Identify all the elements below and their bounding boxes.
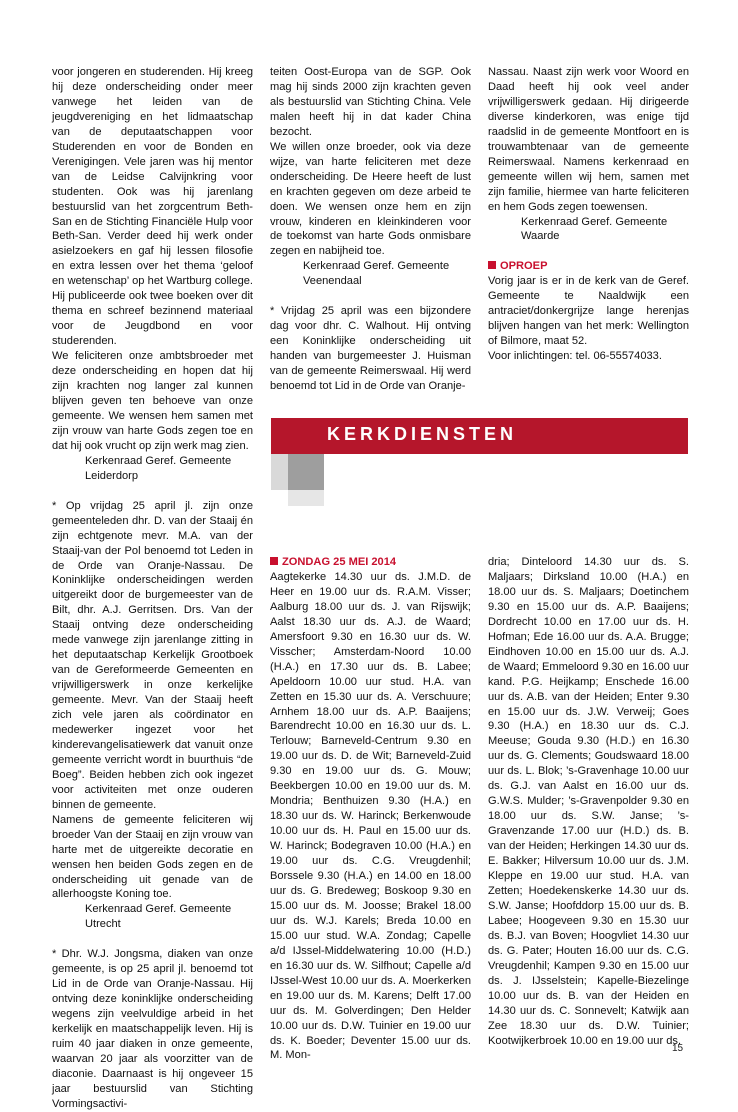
section-heading [488, 259, 689, 274]
decorative-square [271, 454, 288, 490]
signature: Leiderdorp [85, 469, 139, 482]
column-4 [270, 555, 471, 1063]
paragraph: * Vrijdag 25 april was een bijzondere dag voor dhr. C. Walhout. Hij ontving een Koninklijke onderscheiding uit handen van burgemeester J. Huisman van de gemeente Reimerswaal. Hij werd benoemd tot Lid in de Orde van Oranje- [270, 305, 471, 393]
square-bullet-icon [488, 261, 496, 269]
paragraph: Aagtekerke 14.30 uur ds. J.M.D. de Heer en 19.00 uur ds. R.A.M. Visser; Aalburg 18.00 uur ds. J. van Rijswijk; Aalst 18.30 uur ds. A.J. de Waard; Amersfoort 9.30 en 16.30 uur ds. W. Visscher; Amsterdam-Noord 10.00 (H.A.) en 17.30 uur ds. B. Labee; Apeldoorn 10.00 uur stud. H.A. van Zetten en 15.30 uur ds. A. Verschuure; Arnhem 18.00 uur ds. A.P. Baaijens; Barendrecht 10.00 en 16.30 uur ds. L. Terlouw; Barneveld-Centrum 9.30 en 19.00 uur ds. D. de Wit; Barneveld-Zuid 9.30 en 19.00 uur ds. G. Mouw; Beekbergen 10.00 en 19.00 uur ds. M. Mondria; Benthuizen 9.30 (H.A.) en 18.30 uur ds. W. Harinck; Berkenwoude 10.00 uur ds. H. Paul en 15.00 uur ds. W. Harinck; Bodegraven 10.00 (H.A.) en 19.00 uur ds. C.G. Vreugdenhil; Borssele 9.30 (H.A.) en 14.00 en 18.00 uur ds. G. Bredeweg; Boskoop 9.30 en 15.00 uur ds. M. Joosse; Brakel 18.00 uur ds. W.J. Karels; Breda 10.00 en 15.00 uur stud. W.A. Zondag; Capelle a/d IJssel-Middelwatering 10.00 (H.D.) en 16.30 uur ds. W. Silfhout; Capelle a/d IJssel-West 10.00 uur ds. A. Moerkerken en 19.00 uur ds. M. Karens; Delft 17.00 uur ds. M. Golverdingen; Den Helder 10.00 uur ds. D.W. Tuinier en 19.00 uur ds. K. Boeder; Deventer 15.00 uur ds. M. Mon- [270, 570, 471, 1062]
paragraph: Vorig jaar is er in de kerk van de Geref. Gemeente te Naaldwijk een antraciet/donkergrijze lange herenjas blijven hangen van het merk: Wellington of Bilmore, maat 52. [488, 275, 689, 348]
paragraph: * Dhr. W.J. Jongsma, diaken van onze gemeente, is op 25 april jl. benoemd tot Lid in de Orde van Oranje-Nassau. Hij ontving deze koninklijke onderscheiding wegens zijn veelvuldige arbeid in het kerkelijk en maatschappelijk leven. Hij is ruim 40 jaar diaken in onze gemeente, waarvan 20 jaar als voorzitter van de diaconie. Daarnaast is hij ongeveer 15 jaar bestuurslid van Stichting Vormingsactivi- [52, 948, 253, 1110]
paragraph: dria; Dinteloord 14.30 uur ds. S. Maljaars; Dirksland 10.00 (H.A.) en 18.00 uur ds. S. Maljaars; Doetinchem 9.30 en 15.00 uur ds. A.P. Baaijens; Dordrecht 10.00 en 17.00 uur ds. H. Hofman; Ede 16.00 uur ds. A.A. Brugge; Eindhoven 10.00 en 15.00 uur ds. A.J. de Waard; Emmeloord 9.30 en 16.00 uur kand. P.G. Heijkamp; Enschede 16.00 uur ds. A.B. van der Heiden; Enter 9.30 en 15.00 uur ds. J.W. Verweij; Goes 9.30 (H.A.) en 18.30 uur ds. C.J. Meeuse; Gouda 9.30 (H.D.) en 16.30 uur ds. G. Clements; Goudswaard 18.00 uur ds. L. Blok; ’s-Gravenhage 10.00 uur ds. G.J. van Aalst en 16.00 uur ds. G.W.S. Mulder; ’s-Gravenpolder 9.30 en 18.00 uur ds. S.W. Janse; ’s-Gravenzande 17.00 uur (H.D.) ds. B. van der Heiden; Herkingen 14.30 uur ds. E. Bakker; Hilversum 10.00 uur ds. J.M. Kleppe en 19.00 uur stud. H.A. van Zetten; Hoedekenskerke 14.30 uur ds. S.W. Janse; Hoofddorp 15.00 uur ds. B. Labee; Hoogeveen 9.30 en 15.30 uur ds. B.J. van Boven; Hoogvliet 14.30 uur ds. G. Pater; Houten 16.00 uur ds. C.G. Vreugdenhil; Kampen 9.30 en 15.00 uur ds. J. IJsselstein; Kapelle-Biezelinge 10.00 uur ds. B. van der Heiden en 14.30 uur ds. C. Sonnevelt; Katwijk aan Zee 18.30 uur ds. D.W. Tuinier; Kootwijkerbroek 10.00 en 19.00 uur ds. [488, 556, 689, 1047]
signature: Kerkenraad Geref. Gemeente [303, 260, 450, 273]
paragraph: * Op vrijdag 25 april jl. zijn onze gemeenteleden dhr. D. van der Staaij én zijn echtgenote mevr. M.A. van der Staaij-van der Pol benoemd tot Leden in de Orde van Oranje-Nassau. De Koninklijke onderscheidingen werden uitgereikt door de burgemeester van de Bilt, dhr. A.J. Gerritsen. Drs. Van der Staaij ontving deze onderscheiding mede vanwege zijn jarenlange zitting in het deputaatschap Kerkelijk Grootboek van de Gereformeerde Gemeenten en vrijwilligerswerk in onze kerkelijke gemeente. Mevr. Van der Staaij heeft zich vele jaren als coördinator en medewerker ingezet voor het kinderevangelisatiewerk dat vanuit onze gemeente verricht wordt in buurthuis “de Boeg”. Beiden hebben zich ook ingezet voor activiteiten met onze ouderen binnen de gemeente. [52, 499, 253, 811]
paragraph: We feliciteren onze ambtsbroeder met deze onderscheiding en hopen dat hij zijn krachten nog langer zal kunnen blijven geven ten behoeve van onze gemeente. We wensen hem samen met zijn vrouw van harte Gods zegen toe en dat hij ook vrucht op zijn werk mag zien. [52, 350, 253, 452]
paragraph: Namens de gemeente feliciteren wij broeder Van der Staaij en zijn vrouw van harte met de uitgereikte decoratie en wensen hen beiden Gods zegen en de onderscheiding uit genade van de allerhoogste Koning toe. [52, 813, 253, 901]
signature: Veenendaal [303, 275, 362, 288]
signature: Kerkenraad Geref. Gemeente Utrecht [85, 903, 232, 931]
paragraph: voor jongeren en studerenden. Hij kreeg hij deze onderscheiding onder meer vanwege het leiden van de jeugdvereniging en het lidmaatschap van de deputaatschappen voor Studerenden en voor de Bonden en Verenigingen. Vele jaren was hij mentor van de Leidse Calvijnkring voor studenten. Ook was hij jarenlang bestuurslid van het zorgcentrum Beth-San en de Stichting Financiële Hulp voor Beth-San. Verder deed hij werk onder asielzoekers en gaf hij lessen filosofie en extra lessen over het thema ‘geloof en wetenschap’ op het Wartburg college. Hij publiceerde ook twee boeken over dit thema en schreef bezinnend materiaal voor de Jeugdbond en voor studerenden. [52, 66, 253, 348]
decorative-square [288, 490, 324, 506]
signature: Kerkenraad Geref. Gemeente [521, 215, 668, 228]
column-1 [52, 65, 253, 1112]
paragraph: Voor inlichtingen: tel. 06-55574033. [488, 350, 662, 363]
section-heading-text: OPROEP [500, 260, 548, 273]
decorative-square [288, 454, 324, 490]
square-bullet-icon [270, 557, 278, 565]
section-heading [270, 555, 471, 570]
signature: Kerkenraad Geref. Gemeente [85, 454, 232, 467]
section-banner-title: KERKDIENSTEN [327, 424, 518, 444]
paragraph: We willen onze broeder, ook via deze wijze, van harte feliciteren met deze onderscheiding. De Heere heeft de lust en krachten gegeven om deze arbeid te doen. We wensen onze hem en zijn vrouw, kinderen en kleinkinderen voor de toekomst van harte Gods onmisbare zegen en nabijheid toe. [270, 140, 471, 258]
column-5 [488, 555, 689, 1048]
column-3 [488, 65, 689, 364]
paragraph: teiten Oost-Europa van de SGP. Ook mag hij sinds 2000 zijn krachten geven als bestuurslid van Stichting China. Vele malen heeft hij in dat kader China bezocht. [270, 66, 471, 138]
paragraph: Nassau. Naast zijn werk voor Woord en Daad heeft hij ook veel ander vrijwilligerswerk gedaan. Hij dirigeerde diverse kinderkoren, was enige tijd raadslid in de gemeente Montfoort en is trouwambtenaar van de gemeente Reimerswaal. Namens kerkenraad en gemeente willen wij hem, samen met zijn familie, hiermee van harte feliciteren en hem Gods zegen toewensen. [488, 66, 689, 213]
column-2 [270, 65, 471, 394]
signature: Waarde [521, 230, 560, 243]
page-number: 15 [672, 1043, 684, 1054]
section-heading-text: ZONDAG 25 MEI 2014 [282, 556, 397, 568]
